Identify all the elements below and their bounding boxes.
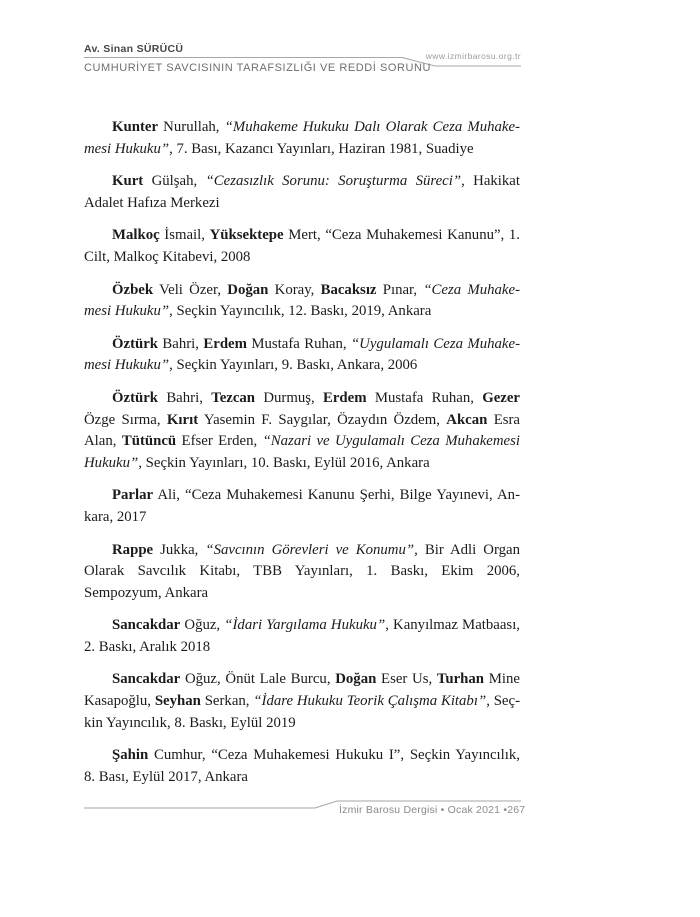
entry-text: Ali, “Ceza Muhakemesi Kanunu Şerhi, Bilge Yayınevi, Ankara, 2017	[84, 487, 520, 525]
author-surname: Erdem	[203, 335, 247, 352]
bibliography-entry	[84, 171, 520, 214]
entry-text: Oğuz, Önüt Lale Burcu,	[180, 671, 336, 688]
work-title: “İdari Yargılama Hukuku”	[224, 617, 386, 634]
bibliography-entry	[84, 485, 520, 528]
entry-text: Durmuş,	[255, 389, 323, 406]
author-surname: Seyhan	[154, 693, 201, 710]
entry-text: Mert, “Ceza Muhakemesi Kanunu”, 1. Cilt, Malkoç Kitabevi, 2008	[84, 227, 520, 265]
entry-text: Özge Sırma,	[84, 411, 167, 428]
author-surname: Doğan	[227, 281, 269, 298]
work-title: “Ceza Muhakemesi Hukuku”	[84, 281, 520, 320]
bibliography-entry	[84, 117, 520, 160]
entry-text: , Kanyılmaz Matbaası, 2. Baskı, Aralık 2018	[84, 617, 520, 655]
entry-text: Oğuz,	[180, 617, 225, 634]
entry-text: Bir Adli Organ Olarak Savcılık Kitabı, TBB Yayınları, 1. Baskı, Ekim 2006, Sempozyum, Ankara	[84, 541, 520, 601]
journal-website-url: www.izmirbarosu.org.tr	[425, 51, 521, 61]
work-title: “Uygulamalı Ceza Muhakemesi Hukuku”	[84, 335, 520, 374]
entry-text: Gülşah,	[143, 173, 206, 190]
author-surname: Malkoç	[112, 227, 160, 244]
entry-text: , Seçkin Yayınları, 9. Baskı, Ankara, 2006	[169, 357, 418, 374]
entry-text: , Seçkin Yayıncılık, 8. Baskı, Eylül 2019	[84, 693, 521, 731]
work-title: “Savcının Görevleri ve Konumu”,	[205, 541, 418, 558]
entry-text: Serkan,	[200, 693, 254, 710]
entry-text: Pınar,	[376, 281, 424, 298]
author-surname: Öztürk	[112, 389, 159, 406]
bibliography-entry	[84, 280, 520, 323]
page-number: 267	[507, 804, 526, 816]
author-surname: Kırıt	[166, 411, 199, 428]
entry-text: Mine Kasapoğlu,	[84, 671, 520, 710]
entry-text: , Seçkin Yayınları, 10. Baskı, Eylül 2016, Ankara	[138, 454, 430, 471]
author-surname: Bacaksız	[320, 281, 377, 298]
entry-text: Jukka,	[153, 541, 206, 558]
author-surname: Şahin	[112, 747, 149, 764]
author-surname: Gezer	[482, 389, 520, 406]
entry-text: İsmail,	[159, 227, 210, 244]
entry-text: Nurullah,	[158, 119, 225, 135]
author-surname: Parlar	[112, 487, 154, 504]
author-surname: Erdem	[322, 389, 367, 406]
author-surname: Kunter	[112, 119, 159, 135]
bibliography-entry	[84, 615, 520, 658]
entry-text: Eser Us,	[376, 671, 437, 688]
journal-issue-label: İzmir Barosu Dergisi • Ocak 2021 •	[339, 804, 508, 816]
bibliography	[84, 117, 520, 799]
bibliography-entry	[84, 669, 520, 734]
entry-text: Cumhur, “Ceza Muhakemesi Hukuku I”, Seçkin Yayıncılık, 8. Bası, Eylül 2017, Ankara	[84, 747, 520, 785]
author-surname: Doğan	[335, 671, 377, 688]
entry-text: , Hakikat Adalet Hafıza Merkezi	[84, 173, 520, 211]
bibliography-entry	[84, 388, 520, 474]
author-surname: Öztürk	[112, 335, 159, 352]
page-footer	[339, 803, 526, 817]
author-surname: Akcan	[446, 411, 488, 428]
entry-text: Efser Erden,	[176, 433, 263, 450]
author-surname: Tütüncü	[121, 433, 177, 450]
work-title: “Muhakeme Hukuku Dalı Olarak Ceza Muhakemesi Hukuku”	[84, 119, 520, 157]
entry-text: Esra Alan,	[84, 411, 520, 450]
work-title: “Nazari ve Uygulamalı Ceza Muhakemesi Hukuku”	[84, 433, 520, 471]
bibliography-entry	[84, 225, 520, 268]
author-surname: Yüksektepe	[209, 227, 284, 244]
bibliography-entry	[84, 540, 520, 605]
entry-text: Bahri,	[158, 335, 204, 352]
entry-text: , Seçkin Yayıncılık, 12. Baskı, 2019, Ankara	[169, 303, 432, 320]
author-surname: Tezcan	[211, 389, 256, 406]
entry-text: Mustafa Ruhan,	[246, 335, 351, 352]
author-surname: Sancakdar	[112, 617, 181, 634]
entry-text: Bahri,	[158, 389, 212, 406]
entry-text: , 7. Bası, Kazancı Yayınları, Haziran 1981, Suadiye	[169, 140, 474, 157]
bibliography-entry	[84, 745, 520, 788]
work-title: “İdare Hukuku Teorik Çalışma Kitabı”	[253, 693, 487, 710]
entry-text: Mustafa Ruhan,	[366, 389, 483, 406]
bibliography-entry	[84, 334, 520, 377]
author-surname: Özbek	[112, 281, 154, 298]
work-title: “Cezasızlık Sorunu: Soruşturma Süreci”	[205, 173, 462, 190]
article-title: CUMHURİYET SAVCISININ TARAFSIZLIĞI VE REDDİ SORUNU	[84, 62, 431, 74]
author-name: Av. Sinan SÜRÜCÜ	[84, 43, 184, 55]
author-surname: Turhan	[436, 671, 485, 688]
author-surname: Rappe	[112, 541, 154, 558]
entry-text: Veli Özer,	[153, 281, 228, 298]
entry-text: Yasemin F. Saygılar, Özaydın Özdem,	[198, 411, 447, 428]
entry-text: Koray,	[268, 281, 321, 298]
author-surname: Kurt	[112, 173, 144, 190]
author-surname: Sancakdar	[112, 671, 181, 688]
